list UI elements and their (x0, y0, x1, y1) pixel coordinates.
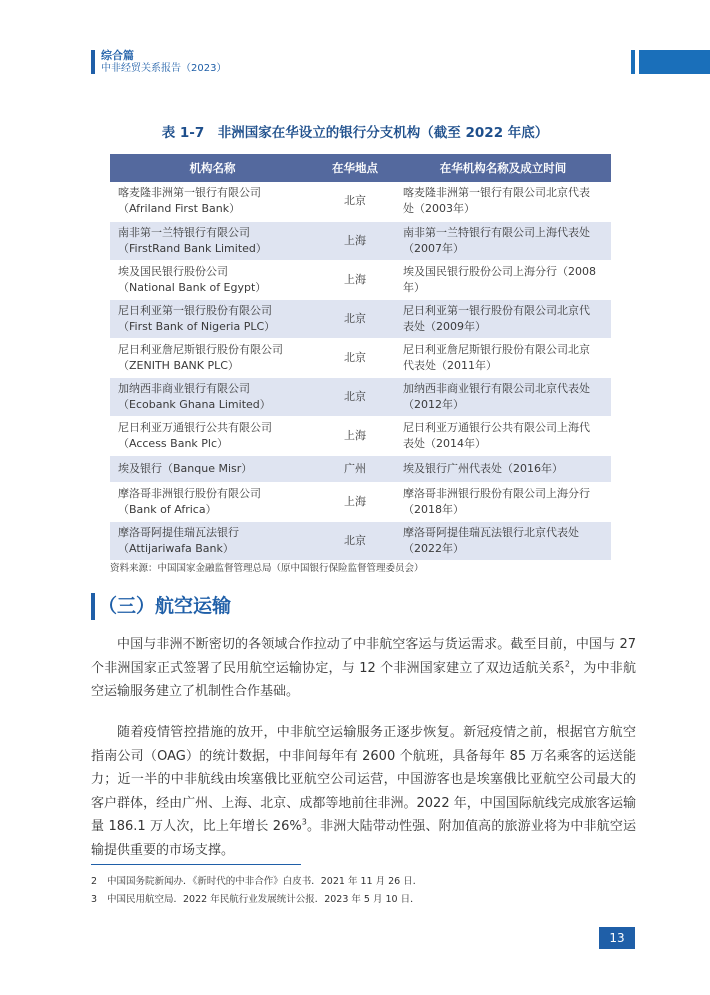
cell-name: 尼日利亚第一银行股份有限公司 （First Bank of Nigeria PLC） (110, 299, 315, 338)
footnote-item: 3 中国民用航空局．2022 年民航行业发展统计公报．2023 年 5 月 10 日． (91, 894, 420, 905)
cell-name: 尼日利亚万通银行公共有限公司 （Access Bank Plc） (110, 416, 315, 455)
cell-name: 埃及银行（Banque Misr） (110, 455, 315, 482)
bank-branches-table (110, 154, 611, 561)
section-heading: （三）航空运输 (98, 595, 232, 617)
footnote-divider (91, 864, 301, 865)
cell-name: 尼日利亚詹尼斯银行股份有限公司 （ZENITH BANK PLC） (110, 338, 315, 377)
footnote-ref-2[interactable]: 2 (564, 659, 570, 669)
table-row (110, 482, 611, 521)
column-header-name: 机构名称 (110, 154, 315, 182)
table-title: 表 1-7 非洲国家在华设立的银行分支机构（截至 2022 年底） (161, 125, 549, 141)
paragraph-aviation-recovery: 随着疫情管控措施的放开，中非航空运输服务正逐步恢复。新冠疫情之前，根据官方航空指南公司（OAG）的统计数据，中非间每年有 2600 个航班，具备每年 85 万名乘客的运送能力；近一半的中非航线由埃塞俄比亚航空公司运营，中国游客也是埃塞俄比亚航空公司最大的客户群体，经由广州、上海、北京、成都等地前往非洲。2022 年，中国国际航线完成旅客运输量 186.1 万人次，比上年增长 26%$^3$。非洲大陆带动性强、附加值高的旅游业将为中非航空运输提供重要的市场支撑。 (91, 725, 636, 858)
table-row (110, 521, 611, 560)
footnote-ref-3[interactable]: 3 (301, 817, 307, 827)
header-decor-stripe (631, 50, 635, 74)
cell-name: 摩洛哥非洲银行股份有限公司 （Bank of Africa） (110, 482, 315, 521)
cell-branch: 摩洛哥非洲银行股份有限公司上海分行 （2018年） (395, 482, 611, 521)
cell-branch: 加纳西非商业银行有限公司北京代表处 （2012年） (395, 377, 611, 416)
header-decor-block (639, 50, 710, 74)
cell-branch: 摩洛哥阿提佳瑞瓦法银行北京代表处 （2022年） (395, 521, 611, 560)
table-row (110, 338, 611, 377)
footnote-item: 2 中国国务院新闻办．《新时代的中非合作》白皮书．2021 年 11 月 26 日． (91, 876, 423, 887)
cell-name: 南非第一兰特银行有限公司 （FirstRand Bank Limited） (110, 221, 315, 260)
column-header-branch: 在华机构名称及成立时间 (395, 154, 611, 182)
cell-location: 上海 (315, 482, 395, 521)
cell-location: 上海 (315, 416, 395, 455)
cell-branch: 尼日利亚万通银行公共有限公司上海代 表处（2014年） (395, 416, 611, 455)
table-row (110, 182, 611, 221)
cell-name: 喀麦隆非洲第一银行有限公司 （Afriland First Bank） (110, 182, 315, 221)
cell-location: 北京 (315, 521, 395, 560)
cell-name: 摩洛哥阿提佳瑞瓦法银行 （Attijariwafa Bank） (110, 521, 315, 560)
cell-location: 北京 (315, 338, 395, 377)
section-accent-bar (91, 593, 95, 620)
cell-branch: 尼日利亚第一银行股份有限公司北京代 表处（2009年） (395, 299, 611, 338)
cell-location: 上海 (315, 221, 395, 260)
page-number: 13 (599, 927, 635, 949)
table-row (110, 221, 611, 260)
cell-location: 广州 (315, 455, 395, 482)
table-row (110, 299, 611, 338)
paragraph-aviation-agreements: 中国与非洲不断密切的各领域合作拉动了中非航空客运与货运需求。截至目前，中国与 27 个非洲国家正式签署了民用航空运输协定，与 12 个非洲国家建立了双边适航关系$^2$，为中非航空运输服务建立了机制性合作基础。 (91, 637, 636, 699)
table-row (110, 416, 611, 455)
cell-branch: 南非第一兰特银行有限公司上海代表处 （2007年） (395, 221, 611, 260)
column-header-location: 在华地点 (315, 154, 395, 182)
cell-name: 埃及国民银行股份公司 （National Bank of Egypt） (110, 260, 315, 299)
cell-location: 北京 (315, 182, 395, 221)
cell-branch: 埃及银行广州代表处（2016年） (395, 455, 611, 482)
table-row (110, 260, 611, 299)
header-section-label: 综合篇 (101, 49, 134, 62)
cell-name: 加纳西非商业银行有限公司 （Ecobank Ghana Limited） (110, 377, 315, 416)
cell-location: 上海 (315, 260, 395, 299)
cell-branch: 尼日利亚詹尼斯银行股份有限公司北京 代表处（2011年） (395, 338, 611, 377)
table-header-row (110, 154, 611, 182)
cell-location: 北京 (315, 299, 395, 338)
cell-branch: 埃及国民银行股份公司上海分行（2008 年） (395, 260, 611, 299)
cell-branch: 喀麦隆非洲第一银行有限公司北京代表 处（2003年） (395, 182, 611, 221)
table-row (110, 455, 611, 482)
header-report-title: 中非经贸关系报告（2023） (101, 63, 227, 74)
cell-location: 北京 (315, 377, 395, 416)
header-accent-bar (91, 50, 95, 74)
table-source-note: 资料来源：中国国家金融监督管理总局（原中国银行保险监督管理委员会） (110, 563, 424, 574)
table-row (110, 377, 611, 416)
